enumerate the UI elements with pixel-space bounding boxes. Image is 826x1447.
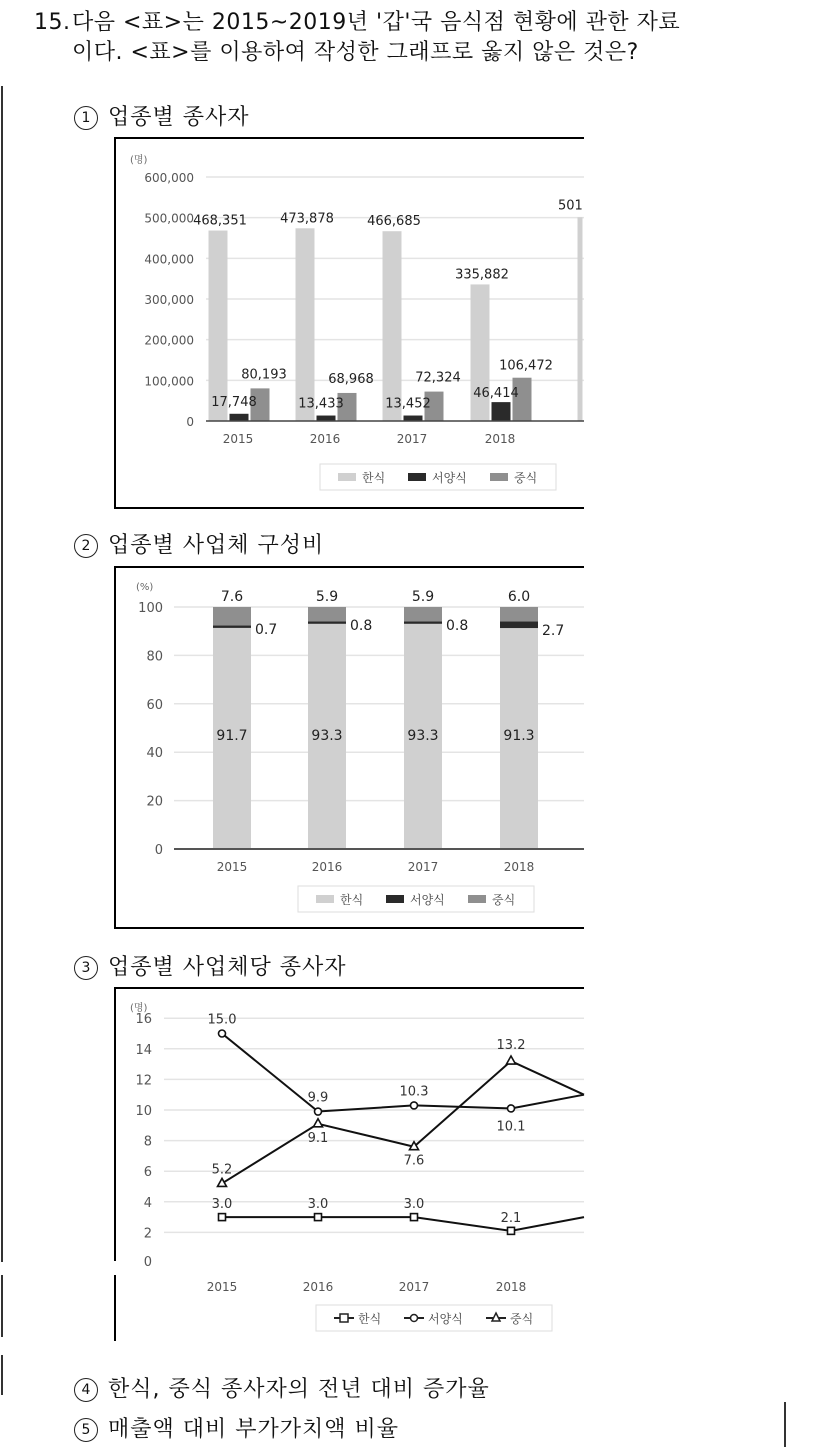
svg-text:7.6: 7.6	[220, 589, 244, 605]
svg-text:80,193: 80,193	[241, 367, 287, 383]
svg-text:46,414: 46,414	[473, 386, 519, 402]
stacked-bar-segment	[404, 621, 442, 624]
legend-swatch	[316, 895, 334, 903]
square-marker-icon	[219, 1214, 226, 1221]
chart-employees-per-business	[114, 987, 584, 1270]
svg-text:2.7: 2.7	[542, 623, 565, 640]
svg-text:2015: 2015	[206, 1280, 238, 1294]
svg-text:100: 100	[138, 601, 163, 616]
svg-text:10.1: 10.1	[496, 1119, 526, 1135]
svg-text:20: 20	[146, 794, 163, 810]
svg-text:2017: 2017	[398, 1280, 430, 1294]
svg-text:200,000: 200,000	[144, 333, 194, 348]
svg-text:300,000: 300,000	[144, 293, 194, 307]
svg-text:2018: 2018	[484, 432, 516, 446]
square-marker-icon	[315, 1214, 322, 1221]
option-marker: 5	[74, 1418, 98, 1442]
svg-text:91.7: 91.7	[216, 728, 248, 745]
legend-swatch	[490, 473, 508, 481]
svg-text:2018: 2018	[503, 860, 535, 874]
svg-text:0: 0	[186, 415, 194, 429]
svg-text:68,968: 68,968	[328, 371, 374, 387]
circle-marker-icon	[315, 1108, 322, 1115]
stacked-bar-segment	[500, 622, 538, 629]
svg-text:0.7: 0.7	[255, 622, 278, 639]
svg-text:8: 8	[143, 1134, 152, 1150]
svg-text:(명): (명)	[130, 1003, 148, 1014]
stacked-bar-segment	[404, 607, 442, 621]
chart-employees-per-business-axis	[114, 1275, 584, 1341]
option-2[interactable]	[74, 528, 324, 559]
option-marker: 4	[74, 1378, 98, 1402]
bar	[383, 231, 402, 421]
chart-employees-by-type	[114, 137, 584, 509]
legend-swatch	[468, 895, 486, 903]
svg-text:2016: 2016	[309, 432, 341, 446]
svg-text:7.6: 7.6	[403, 1153, 425, 1169]
svg-text:5.2: 5.2	[211, 1162, 233, 1178]
svg-text:100,000: 100,000	[144, 374, 194, 389]
svg-text:2017: 2017	[396, 432, 428, 446]
square-marker-icon	[411, 1214, 418, 1221]
svg-text:15.0: 15.0	[207, 1012, 237, 1028]
svg-text:한식: 한식	[340, 893, 364, 907]
bar	[317, 416, 336, 421]
svg-text:0: 0	[143, 1255, 152, 1270]
svg-text:16: 16	[135, 1012, 152, 1028]
svg-text:400,000: 400,000	[144, 252, 194, 267]
svg-text:3.0: 3.0	[211, 1197, 233, 1213]
svg-text:93.3: 93.3	[407, 728, 439, 745]
svg-text:91.3: 91.3	[503, 728, 535, 745]
bar	[209, 231, 228, 421]
svg-text:중식: 중식	[492, 893, 516, 907]
legend-swatch	[338, 473, 356, 481]
svg-text:(명): (명)	[130, 155, 148, 166]
svg-text:13,433: 13,433	[298, 396, 344, 412]
svg-text:2017: 2017	[407, 860, 439, 874]
margin-rule	[1, 1275, 3, 1337]
svg-text:335,882: 335,882	[455, 267, 509, 283]
line-chart	[116, 989, 584, 1270]
chart-business-composition	[114, 566, 584, 929]
option-marker: 1	[74, 106, 98, 130]
bar-chart	[116, 139, 584, 507]
line-series	[222, 1217, 584, 1231]
triangle-marker-icon	[507, 1056, 516, 1064]
svg-text:9.1: 9.1	[307, 1130, 329, 1146]
svg-text:중식: 중식	[514, 471, 538, 485]
svg-text:2.1: 2.1	[500, 1210, 522, 1226]
svg-text:93.3: 93.3	[311, 728, 343, 745]
svg-text:3.0: 3.0	[403, 1197, 425, 1213]
svg-text:0.8: 0.8	[350, 618, 373, 635]
svg-text:60: 60	[146, 697, 163, 713]
svg-text:6: 6	[143, 1165, 152, 1181]
svg-text:468,351: 468,351	[193, 213, 247, 229]
option-label: 매출액 대비 부가가치액 비율	[108, 1417, 400, 1442]
svg-text:6.0: 6.0	[507, 589, 531, 605]
line-series	[222, 1034, 584, 1112]
svg-text:14: 14	[135, 1042, 152, 1058]
stacked-bar-segment	[213, 607, 251, 625]
option-marker: 2	[74, 534, 98, 558]
question-line-1: 다음 <표>는 2015~2019년 '갑'국 음식점 현황에 관한 자료	[72, 10, 681, 35]
legend-swatch	[408, 473, 426, 481]
svg-text:10: 10	[135, 1104, 152, 1119]
svg-text:서양식: 서양식	[410, 893, 445, 907]
option-marker: 3	[74, 956, 98, 980]
svg-text:한식: 한식	[362, 471, 386, 485]
stacked-bar-segment	[308, 607, 346, 621]
question-line-2: 이다. <표>를 이용하여 작성한 그래프로 옳지 않은 것은?	[72, 40, 639, 65]
svg-text:2016: 2016	[302, 1280, 334, 1294]
svg-text:500,000: 500,000	[144, 211, 194, 226]
bar	[296, 228, 315, 421]
stacked-bar-segment	[213, 625, 251, 628]
circle-marker-icon	[219, 1030, 226, 1037]
margin-rule	[1, 86, 3, 1262]
svg-text:2015: 2015	[222, 432, 254, 446]
line-chart-axis-legend	[116, 1275, 584, 1341]
svg-text:72,324: 72,324	[415, 370, 461, 386]
svg-text:2016: 2016	[311, 860, 343, 874]
option-label: 업종별 종사자	[108, 105, 250, 130]
square-marker-icon	[508, 1227, 515, 1234]
svg-text:12: 12	[135, 1073, 152, 1089]
circle-marker-icon	[411, 1315, 418, 1322]
stacked-bar-chart	[116, 568, 584, 927]
margin-rule	[784, 1402, 786, 1447]
option-5[interactable]	[74, 1412, 399, 1443]
option-label: 업종별 사업체 구성비	[108, 533, 325, 558]
svg-text:501: 501	[558, 198, 583, 214]
svg-text:473,878: 473,878	[280, 211, 334, 227]
svg-text:서양식: 서양식	[432, 471, 467, 485]
svg-text:서양식: 서양식	[428, 1312, 463, 1326]
svg-text:(%): (%)	[136, 582, 154, 593]
svg-text:4: 4	[143, 1195, 152, 1211]
svg-text:600,000: 600,000	[144, 171, 194, 185]
margin-rule	[1, 1355, 3, 1395]
svg-text:5.9: 5.9	[315, 589, 339, 605]
svg-text:10.3: 10.3	[399, 1084, 429, 1100]
stacked-bar-segment	[500, 607, 538, 622]
svg-text:2015: 2015	[216, 860, 248, 874]
svg-text:5.9: 5.9	[411, 589, 435, 605]
option-label: 업종별 사업체당 종사자	[108, 955, 347, 980]
svg-text:0: 0	[154, 843, 163, 858]
triangle-marker-icon	[218, 1178, 227, 1186]
svg-text:13,452: 13,452	[385, 396, 431, 412]
svg-text:2018: 2018	[495, 1280, 527, 1294]
svg-text:40: 40	[146, 746, 163, 762]
svg-text:17,748: 17,748	[211, 394, 257, 410]
svg-text:0.8: 0.8	[446, 618, 469, 635]
triangle-marker-icon	[314, 1119, 323, 1127]
svg-text:13.2: 13.2	[496, 1038, 526, 1054]
svg-text:한식: 한식	[358, 1312, 382, 1326]
square-marker-icon	[340, 1314, 348, 1322]
svg-text:중식: 중식	[510, 1312, 534, 1326]
legend-swatch	[386, 895, 404, 903]
circle-marker-icon	[508, 1105, 515, 1112]
svg-text:9.9: 9.9	[307, 1090, 329, 1106]
option-label: 한식, 중식 종사자의 전년 대비 증가율	[108, 1377, 490, 1402]
question-text	[34, 8, 680, 68]
bar	[230, 414, 249, 421]
bar	[492, 402, 511, 421]
option-3[interactable]	[74, 950, 347, 981]
option-1[interactable]	[74, 100, 250, 131]
svg-text:3.0: 3.0	[307, 1197, 329, 1213]
option-4[interactable]	[74, 1372, 490, 1403]
question-number: 15.	[34, 10, 71, 35]
svg-text:466,685: 466,685	[367, 214, 421, 230]
svg-text:106,472: 106,472	[499, 358, 553, 374]
svg-text:80: 80	[146, 649, 163, 665]
circle-marker-icon	[411, 1102, 418, 1109]
bar	[404, 416, 423, 421]
stacked-bar-segment	[308, 621, 346, 624]
svg-text:2: 2	[143, 1226, 152, 1242]
